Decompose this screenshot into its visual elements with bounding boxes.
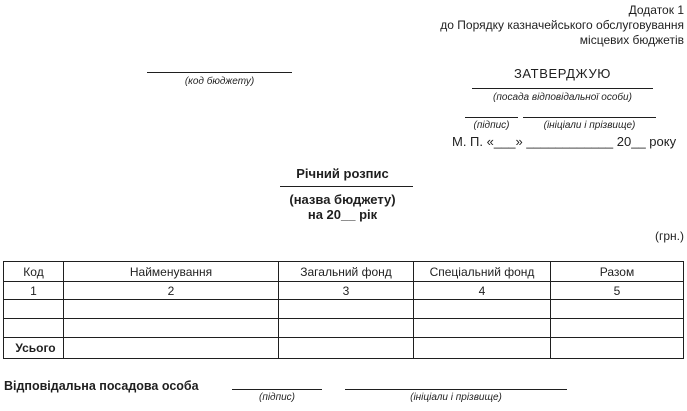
- appendix-number: Додаток 1: [628, 3, 684, 17]
- footer-signature-blank-line: [232, 389, 322, 390]
- table-cell-empty: [4, 300, 64, 319]
- doc-title-year: на 20__ рік: [307, 207, 378, 222]
- appendix-reference: [440, 3, 684, 48]
- stamp-date-line: М. П. «___» ____________ 20__ року: [452, 134, 677, 149]
- approval-position-blank-line: [472, 88, 653, 89]
- footer-signature-label: (підпис): [259, 392, 295, 403]
- col-number: 5: [551, 282, 684, 300]
- appendix-order-line: до Порядку казначейського обслуговування: [440, 18, 684, 32]
- appendix-order-line2: місцевих бюджетів: [579, 33, 684, 47]
- total-value-cell: [414, 338, 551, 359]
- budget-code-label: (код бюджету): [184, 76, 255, 87]
- budget-name-blank-line: [280, 186, 413, 187]
- table-cell-empty: [4, 319, 64, 338]
- approval-title: ЗАТВЕРДЖУЮ: [513, 66, 612, 81]
- table-cell-empty: [551, 319, 684, 338]
- table-total-row: [4, 338, 684, 359]
- total-value-cell: [279, 338, 414, 359]
- table-cell-empty: [279, 300, 414, 319]
- footer-name-label: (ініціали і прізвище): [410, 392, 502, 403]
- footer-name-blank-line: [345, 389, 567, 390]
- col-header-general-fund: Загальний фонд: [279, 262, 414, 282]
- approval-signature-blank-line: [465, 117, 518, 118]
- budget-name-label: (назва бюджету): [289, 192, 396, 207]
- total-value-cell: [551, 338, 684, 359]
- col-header-special-fund: Спеціальний фонд: [414, 262, 551, 282]
- budget-table: [3, 261, 684, 359]
- col-number: 1: [4, 282, 64, 300]
- total-label-cell: Усього: [4, 338, 64, 359]
- table-cell-empty: [64, 300, 279, 319]
- col-number: 3: [279, 282, 414, 300]
- doc-title: Річний розпис: [296, 166, 389, 181]
- table-column-number-row: [4, 282, 684, 300]
- table-row-empty: [4, 300, 684, 319]
- table-cell-empty: [551, 300, 684, 319]
- table-cell-empty: [414, 319, 551, 338]
- table-cell-empty: [414, 300, 551, 319]
- table-row-empty: [4, 319, 684, 338]
- approval-position-label: (посада відповідальної особи): [493, 92, 632, 103]
- total-value-cell: [64, 338, 279, 359]
- budget-code-blank-line: [147, 72, 292, 73]
- table-header-row: [4, 262, 684, 282]
- col-number: 4: [414, 282, 551, 300]
- approval-name-blank-line: [523, 117, 656, 118]
- col-number: 2: [64, 282, 279, 300]
- currency-note: (грн.): [654, 229, 684, 243]
- responsible-person-label: Відповідальна посадова особа: [4, 379, 199, 393]
- approval-signature-label: (підпис): [473, 120, 510, 131]
- col-header-code: Код: [4, 262, 64, 282]
- approval-name-label: (ініціали і прізвище): [543, 120, 636, 131]
- table-cell-empty: [64, 319, 279, 338]
- table-cell-empty: [279, 319, 414, 338]
- col-header-total: Разом: [551, 262, 684, 282]
- col-header-name: Найменування: [64, 262, 279, 282]
